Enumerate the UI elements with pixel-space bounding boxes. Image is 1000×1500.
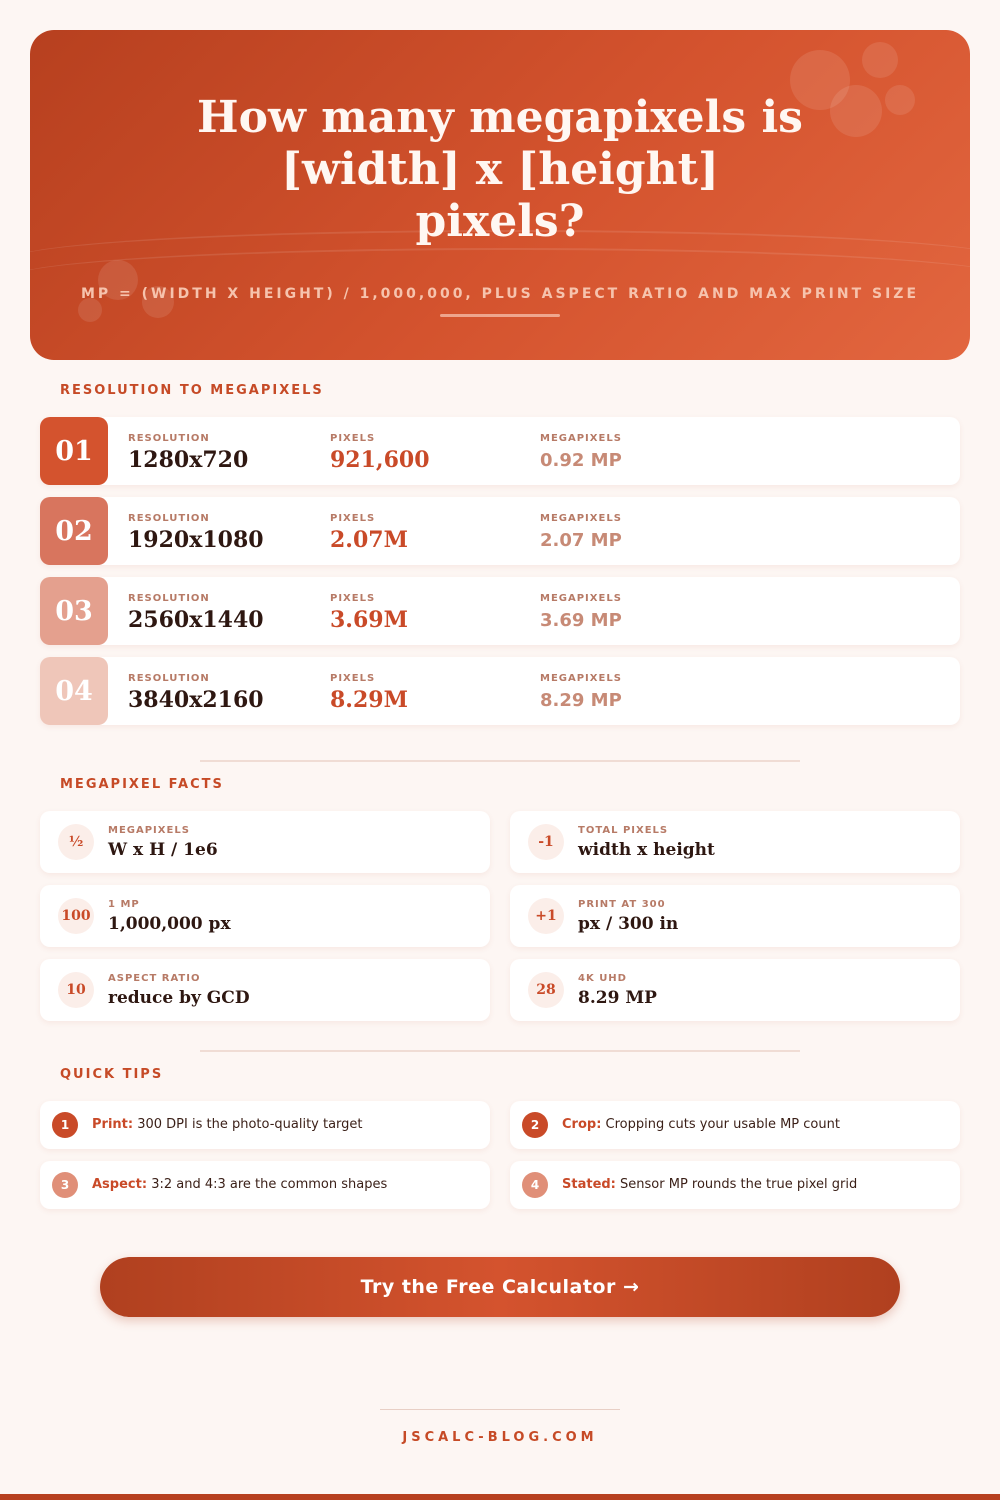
fact-label: MEGAPIXELS <box>108 825 190 836</box>
resolution-label: RESOLUTION <box>128 513 210 524</box>
tip-card <box>510 1161 960 1209</box>
pixels-cell <box>330 673 408 713</box>
fact-label: 1 MP <box>108 899 140 910</box>
fact-value: width x height <box>578 840 715 860</box>
pixels-cell <box>330 513 408 553</box>
divider <box>200 1050 800 1052</box>
resolution-cell <box>128 593 264 633</box>
pixels-cell <box>330 433 430 473</box>
megapixels-value: 3.69 MP <box>540 610 622 631</box>
megapixels-label: MEGAPIXELS <box>540 673 622 684</box>
row-number-badge: 04 <box>40 657 108 725</box>
fact-card <box>40 811 490 873</box>
fact-card <box>510 811 960 873</box>
fact-card <box>40 959 490 1021</box>
tip-key: Print: <box>92 1117 134 1132</box>
fact-value: W x H / 1e6 <box>108 840 218 860</box>
pixels-value: 8.29M <box>330 687 408 713</box>
resolution-row <box>40 657 960 725</box>
tip-number-badge: 3 <box>52 1172 78 1198</box>
decor-circle <box>862 42 898 78</box>
megapixels-cell <box>540 513 622 551</box>
fact-label: 4K UHD <box>578 973 627 984</box>
tip-key: Aspect: <box>92 1177 148 1192</box>
tip-body: Sensor MP rounds the true pixel grid <box>620 1177 858 1192</box>
tip-key: Crop: <box>562 1117 602 1132</box>
fact-badge: +1 <box>528 898 564 934</box>
tip-text <box>92 1117 363 1132</box>
hero-banner <box>30 30 970 360</box>
fact-badge: 100 <box>58 898 94 934</box>
page-title: How many megapixels is [width] x [height] pixels? <box>197 92 803 247</box>
fact-card <box>510 885 960 947</box>
pixels-label: PIXELS <box>330 673 376 684</box>
fact-value: 8.29 MP <box>578 988 657 1008</box>
tip-text <box>92 1177 387 1192</box>
bottom-bar <box>0 1494 1000 1500</box>
hero-rule <box>440 314 560 317</box>
megapixels-label: MEGAPIXELS <box>540 433 622 444</box>
footer-site-link[interactable]: JSCALC-BLOG.COM <box>402 1430 598 1445</box>
hero-subtitle: MP = (WIDTH X HEIGHT) / 1,000,000, PLUS ASPECT RATIO AND MAX PRINT SIZE <box>80 286 920 302</box>
resolution-row <box>40 417 960 485</box>
resolution-cell <box>128 513 264 553</box>
fact-badge: -1 <box>528 824 564 860</box>
fact-badge: 28 <box>528 972 564 1008</box>
megapixels-value: 2.07 MP <box>540 530 622 551</box>
resolution-value: 3840x2160 <box>128 687 264 713</box>
resolution-label: RESOLUTION <box>128 593 210 604</box>
tip-number-badge: 2 <box>522 1112 548 1138</box>
tip-card <box>40 1101 490 1149</box>
megapixels-value: 0.92 MP <box>540 450 622 471</box>
resolution-value: 1920x1080 <box>128 527 264 553</box>
resolution-label: RESOLUTION <box>128 673 210 684</box>
megapixels-label: MEGAPIXELS <box>540 513 622 524</box>
fact-badge: ½ <box>58 824 94 860</box>
fact-badge: 10 <box>58 972 94 1008</box>
row-number-badge: 01 <box>40 417 108 485</box>
pixels-value: 2.07M <box>330 527 408 553</box>
fact-value: reduce by GCD <box>108 988 250 1008</box>
pixels-label: PIXELS <box>330 593 376 604</box>
pixels-label: PIXELS <box>330 433 376 444</box>
divider <box>200 760 800 762</box>
resolution-row <box>40 577 960 645</box>
pixels-cell <box>330 593 408 633</box>
tip-body: 3:2 and 4:3 are the common shapes <box>151 1177 388 1192</box>
megapixels-cell <box>540 673 622 711</box>
tip-key: Stated: <box>562 1177 616 1192</box>
tip-card <box>510 1101 960 1149</box>
megapixels-cell <box>540 433 622 471</box>
megapixels-value: 8.29 MP <box>540 690 622 711</box>
footer-rule <box>380 1409 620 1410</box>
resolution-row <box>40 497 960 565</box>
try-calculator-button[interactable]: Try the Free Calculator → <box>100 1257 900 1317</box>
row-number-badge: 03 <box>40 577 108 645</box>
fact-label: ASPECT RATIO <box>108 973 201 984</box>
tip-number-badge: 4 <box>522 1172 548 1198</box>
tip-card <box>40 1161 490 1209</box>
tip-number-badge: 1 <box>52 1112 78 1138</box>
resolution-label: RESOLUTION <box>128 433 210 444</box>
megapixels-cell <box>540 593 622 631</box>
pixels-label: PIXELS <box>330 513 376 524</box>
resolution-cell <box>128 673 264 713</box>
resolution-value: 1280x720 <box>128 447 249 473</box>
row-number-badge: 02 <box>40 497 108 565</box>
pixels-value: 3.69M <box>330 607 408 633</box>
pixels-value: 921,600 <box>330 447 430 473</box>
fact-card <box>510 959 960 1021</box>
tip-text <box>562 1117 840 1132</box>
section-title-resolutions: RESOLUTION TO MEGAPIXELS <box>60 383 324 398</box>
fact-value: px / 300 in <box>578 914 679 934</box>
fact-label: PRINT AT 300 <box>578 899 666 910</box>
resolution-value: 2560x1440 <box>128 607 264 633</box>
section-title-facts: MEGAPIXEL FACTS <box>60 777 224 792</box>
resolution-cell <box>128 433 248 473</box>
megapixels-label: MEGAPIXELS <box>540 593 622 604</box>
fact-card <box>40 885 490 947</box>
fact-label: TOTAL PIXELS <box>578 825 669 836</box>
fact-value: 1,000,000 px <box>108 914 231 934</box>
section-title-tips: QUICK TIPS <box>60 1067 164 1082</box>
tip-body: Cropping cuts your usable MP count <box>605 1117 840 1132</box>
tip-text <box>562 1177 857 1192</box>
tip-body: 300 DPI is the photo-quality target <box>137 1117 363 1132</box>
